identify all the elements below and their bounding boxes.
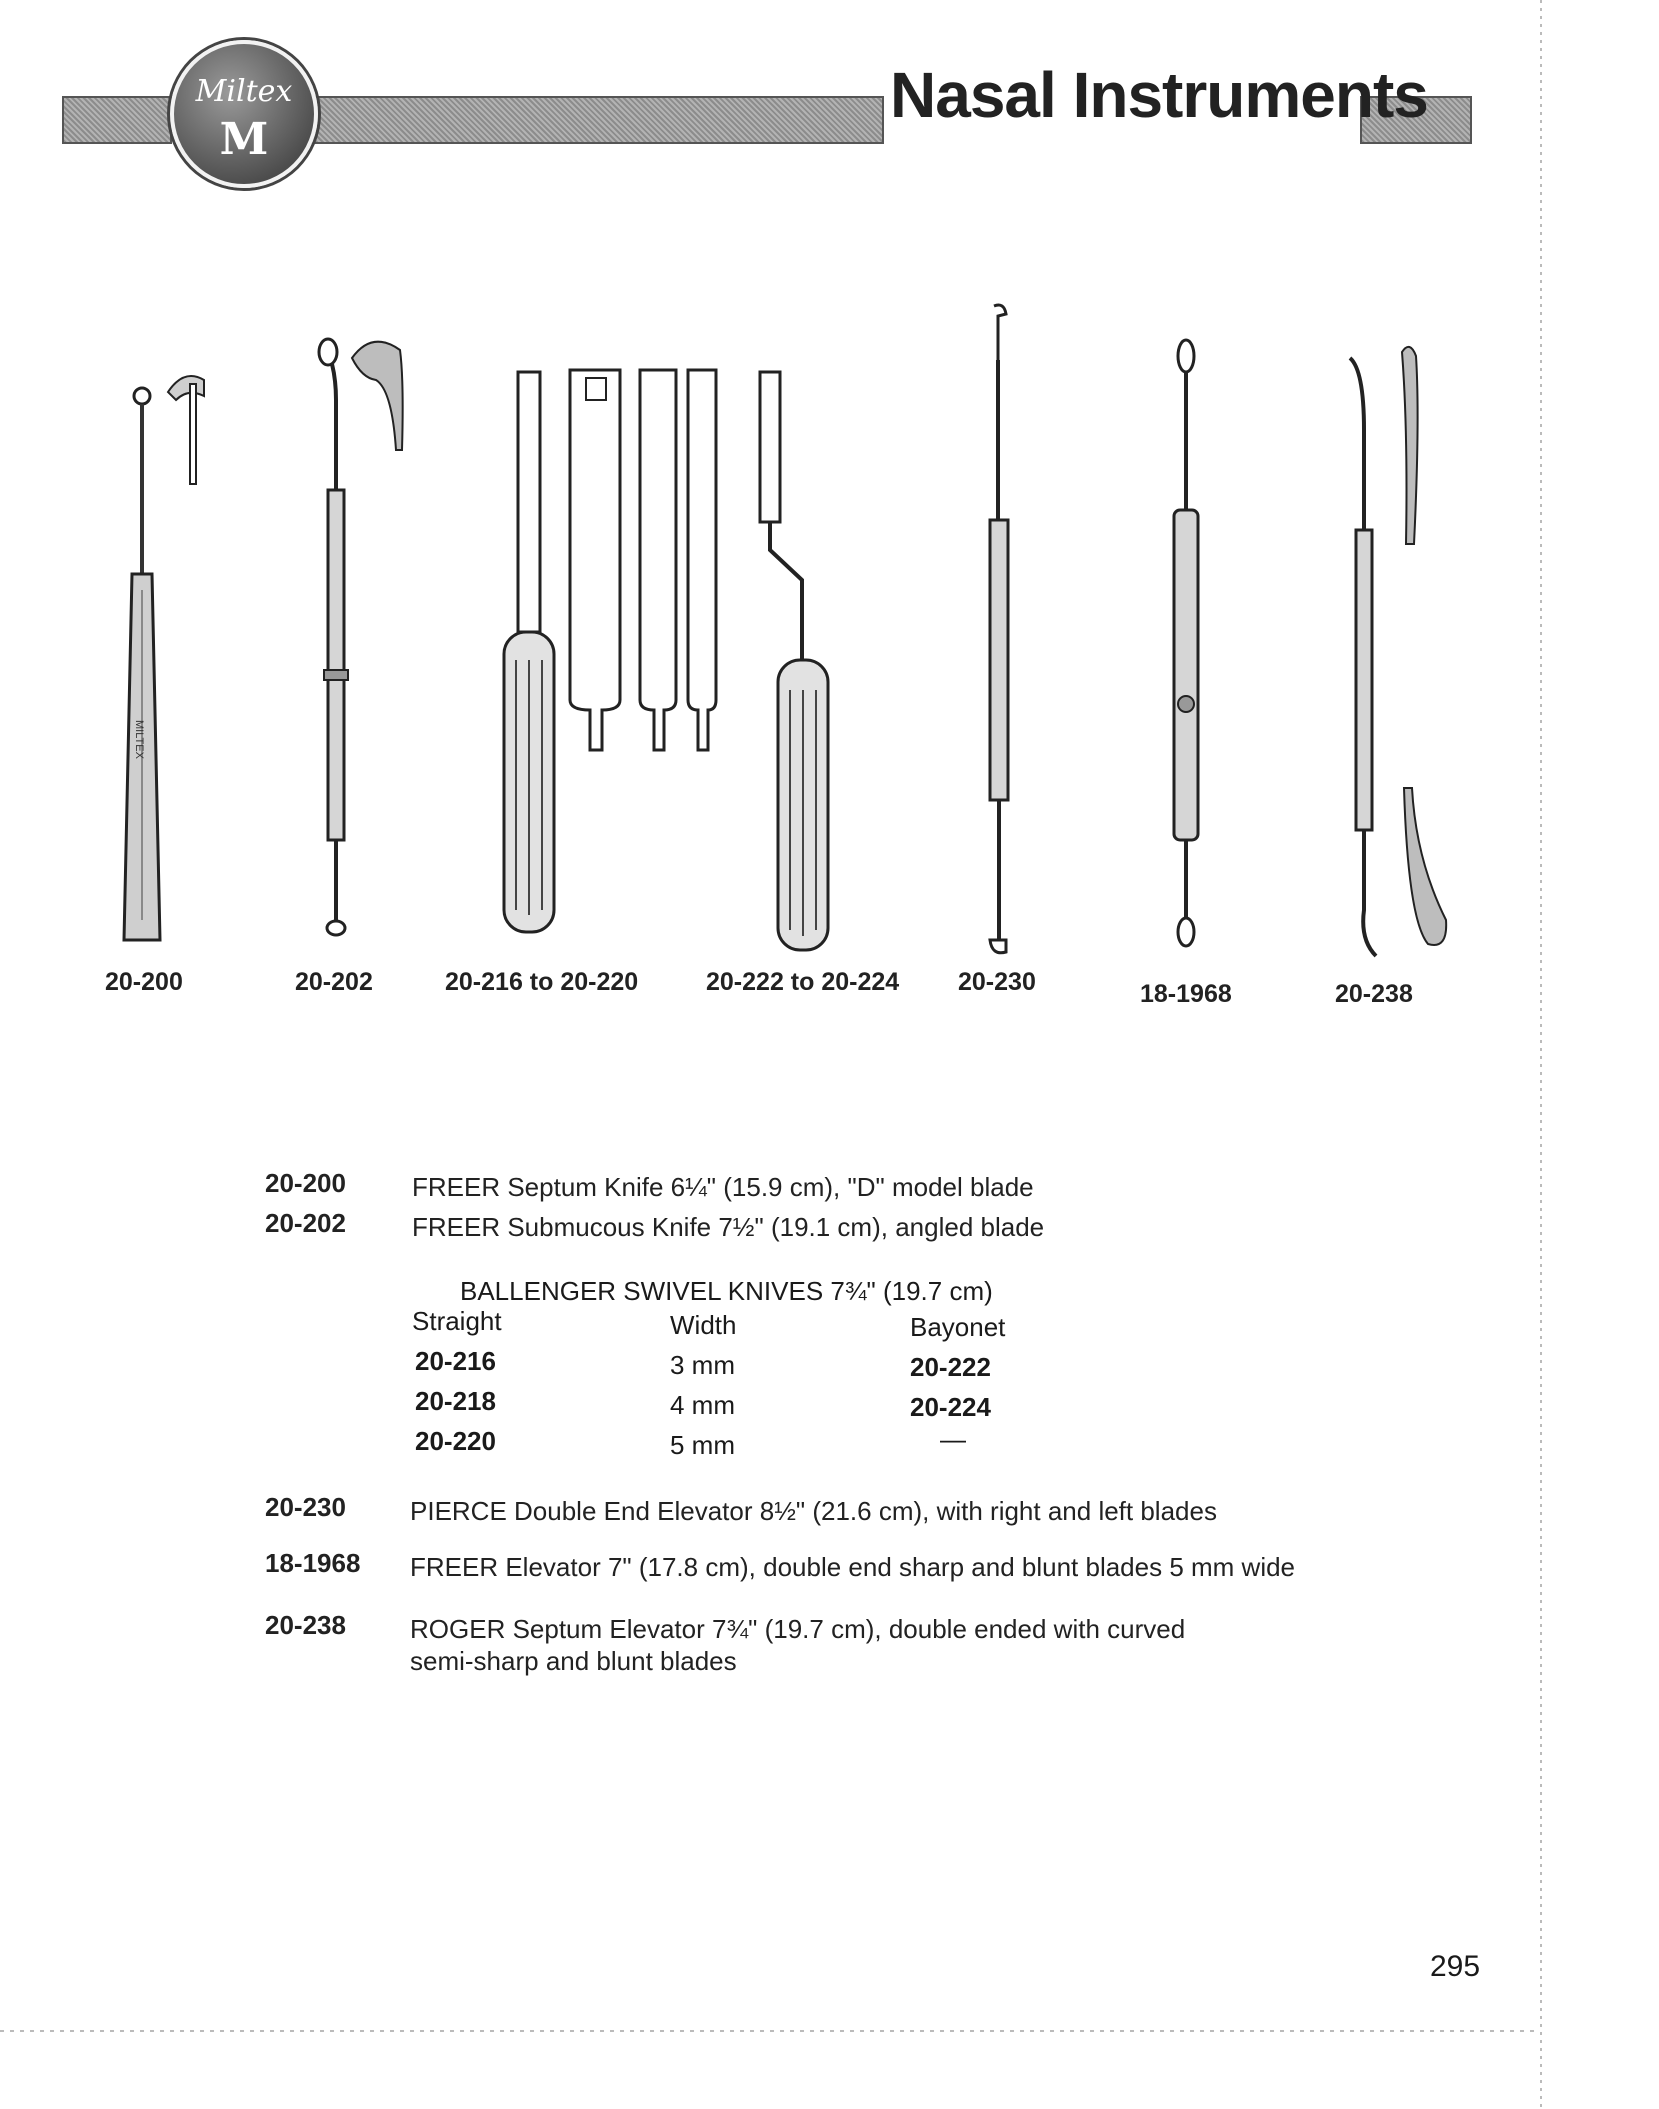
item-description: PIERCE Double End Elevator 8½" (21.6 cm), with right and left blades [410,1496,1217,1526]
instrument-label: 20-222 to 20-224 [706,968,900,996]
instrument-20-238-illustration [1320,300,1470,965]
instrument-label: 20-200 [105,968,183,996]
scan-edge-horizontal [0,2030,1540,2032]
table-cell-width: 3 mm [670,1350,735,1380]
instrument-20-216-illustration [490,300,730,955]
page-title: Nasal Instruments [890,59,1428,131]
instrument-label: 20-230 [958,968,1036,996]
header-bar-left [62,96,172,144]
logo-brand: Miltex [195,74,293,109]
table-cell-straight: 20-220 [415,1426,496,1456]
item-description: ROGER Septum Elevator 7¾" (19.7 cm), double ended with curved [410,1614,1186,1644]
instrument-18-1968-illustration [1150,300,1230,955]
item-description: FREER Septum Knife 6¼" (15.9 cm), "D" model blade [412,1172,1034,1202]
logo-mark: M [219,114,269,165]
table-header-bayonet: Bayonet [910,1312,1006,1342]
instrument-label: 20-238 [1335,980,1413,1008]
table-cell-bayonet: — [940,1424,966,1454]
page-number: 295 [1430,1950,1481,1983]
item-description: FREER Elevator 7" (17.8 cm), double end sharp and blunt blades 5 mm wide [410,1552,1296,1582]
svg-text:MILTEX: MILTEX [133,720,145,759]
instrument-20-202-illustration [280,300,430,955]
table-cell-width: 5 mm [670,1430,735,1460]
instrument-label: 18-1968 [1140,980,1232,1008]
instrument-20-200-illustration [110,300,220,955]
table-header-straight: Straight [412,1306,502,1336]
table-header-width: Width [670,1310,737,1340]
table-cell-bayonet: 20-222 [910,1352,991,1382]
table-cell-straight: 20-218 [415,1386,496,1416]
instrument-20-222-illustration [740,300,850,955]
item-code: 18-1968 [265,1548,361,1578]
scan-edge-vertical [1540,0,1542,2109]
item-code: 20-230 [265,1492,346,1522]
item-description-continued: semi-sharp and blunt blades [410,1646,737,1676]
table-cell-bayonet: 20-224 [910,1392,991,1422]
table-cell-straight: 20-216 [415,1346,496,1376]
instrument-label: 20-202 [295,968,373,996]
ballenger-table-title: BALLENGER SWIVEL KNIVES 7¾" (19.7 cm) [460,1276,993,1306]
item-description: FREER Submucous Knife 7½" (19.1 cm), angled blade [412,1212,1045,1242]
instrument-20-230-illustration [960,300,1040,965]
miltex-logo [170,40,318,188]
instrument-label: 20-216 to 20-220 [445,968,639,996]
item-code: 20-238 [265,1610,346,1640]
item-code: 20-202 [265,1208,346,1238]
table-cell-width: 4 mm [670,1390,735,1420]
header-bar-middle [308,96,884,144]
item-code: 20-200 [265,1168,346,1198]
